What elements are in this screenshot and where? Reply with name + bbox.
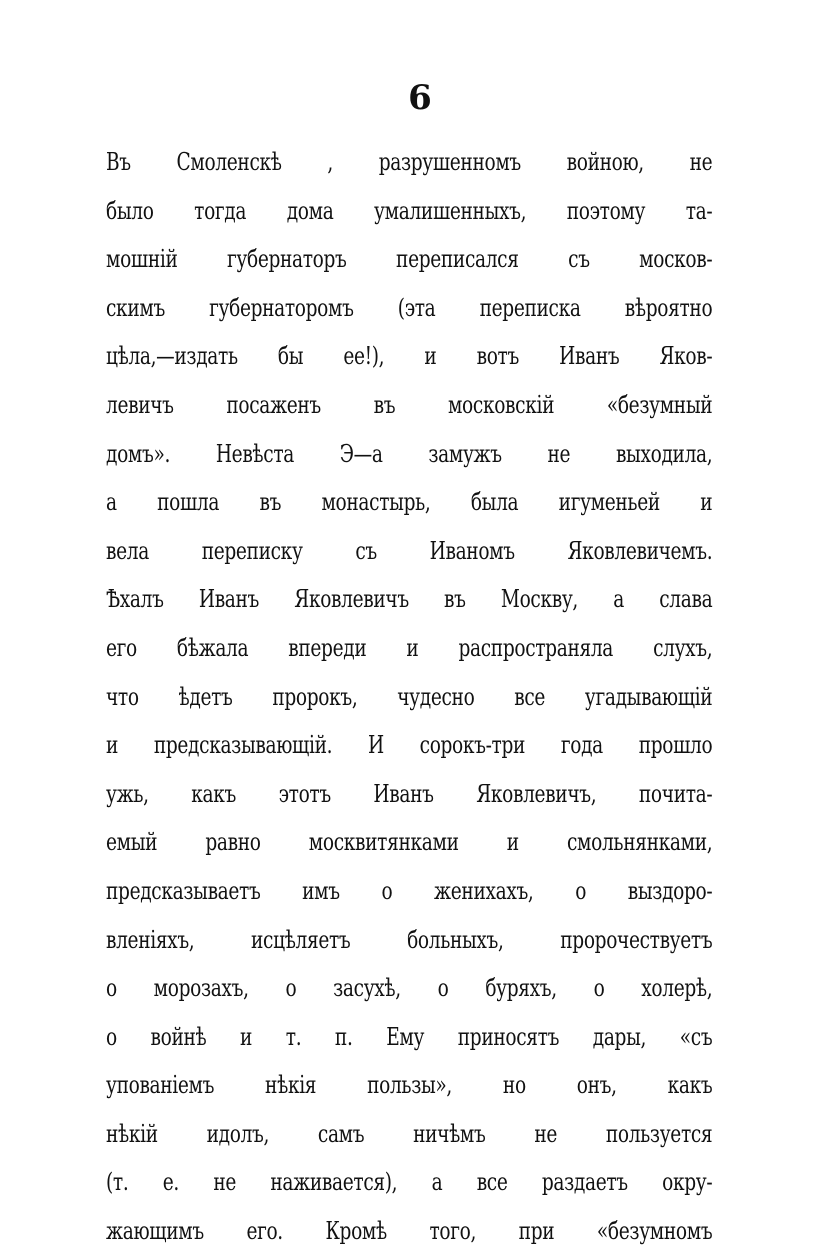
text-line: упованіемъ нѣкія пользы», но онъ, какъ [106,1071,713,1100]
text-line: Ѣхалъ Иванъ Яковлевичъ въ Москву, а слава [106,585,713,614]
text-line: цѣла,—издать бы ее!), и вотъ Иванъ Яков- [106,342,713,371]
text-line: мошній губернаторъ переписался съ москов- [106,245,713,274]
text-line: вленіяхъ, исцѣляетъ больныхъ, пророчествуетъ [106,925,713,954]
page-number: 6 [408,78,432,118]
text-line: емый равно москвитянками и смольнянками, [106,828,713,857]
text-line: Въ Смоленскѣ , разрушенномъ войною, не [106,148,713,176]
text-line: о войнѣ и т. п. Ему приносятъ дары, «съ [106,1022,713,1051]
text-line: предсказываетъ имъ о женихахъ, о выздоро- [106,876,713,905]
text-line: (т. е. не наживается), а все раздаетъ окру- [106,1168,713,1197]
text-line: его бѣжала впереди и распространяла слухъ, [106,633,713,662]
text-line: вела переписку съ Иваномъ Яковлевичемъ. [106,536,713,565]
text-line: о морозахъ, о засухѣ, о буряхъ, о холерѣ, [106,974,713,1003]
text-line: и предсказывающій. И сорокъ-три года прошло [106,731,713,760]
text-line: нѣкій идолъ, самъ ничѣмъ не пользуется [106,1119,713,1148]
text-line: домъ». Невѣста Э—а замужъ не выходила, [106,439,713,468]
text-line: что ѣдетъ пророкъ, чудесно все угадывающій [106,682,713,711]
text-line: левичъ посаженъ въ московскій «безумный [106,390,713,419]
text-line: было тогда дома умалишенныхъ, поэтому та- [106,196,713,225]
text-line: жающимъ его. Кромѣ того, при «безумномъ [106,1217,713,1246]
text-line: ужь, какъ этотъ Иванъ Яковлевичъ, почита- [106,779,713,808]
body-text [106,138,712,1256]
text-line: а пошла въ монастырь, была игуменьей и [106,488,713,517]
text-line: скимъ губернаторомъ (эта переписка вѣроятно [106,293,713,322]
